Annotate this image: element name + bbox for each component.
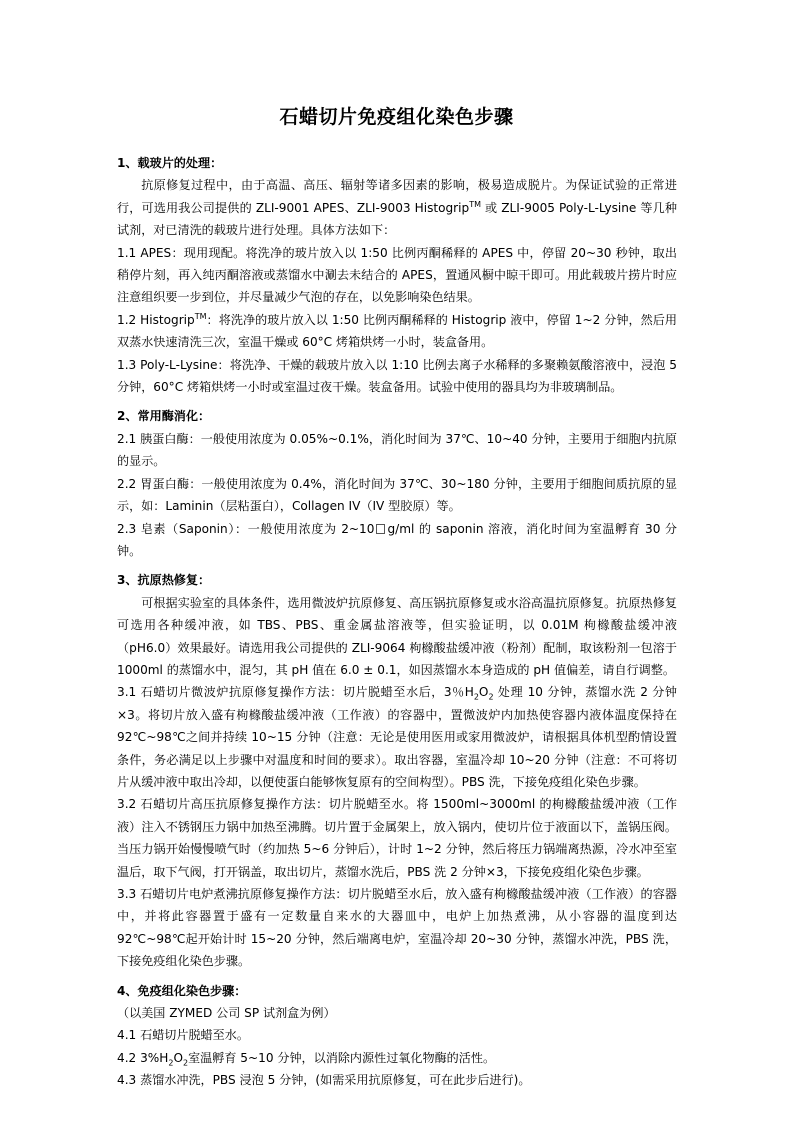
section-3-intro: 可根据实验室的具体条件，选用微波炉抗原修复、高压锅抗原修复或水浴高温抗原修复。抗原热修复可选用各种缓冲液，如 TBS、PBS、重金属盐溶液等，但实验证明，以 0.01M 枸橼酸盐缓冲液（pH6.0）效果最好。请选用我公司提供的 ZLI-9064 枸橼酸盐缓冲液（粉剂）配制，取该粉剂一包溶于 1000ml 的蒸馏水中，混匀，其 pH 值在 6.0 ± 0.1，如因蒸馏水本身造成的 pH 值偏差，请自行调整。 bbox=[117, 595, 677, 677]
paragraph-4-2 bbox=[117, 1047, 677, 1069]
section-4-note: （以美国 ZYMED 公司 SP 试剂盒为例） bbox=[117, 1006, 336, 1021]
section-1-intro bbox=[117, 174, 677, 241]
page-title: 石蜡切片免疫组化染色步骤 bbox=[279, 106, 514, 128]
text-run: 室温孵育 5~10 分钟，以消除内源性过氧化物酶的活性。 bbox=[188, 1050, 496, 1065]
text-run: O bbox=[173, 1050, 183, 1065]
section-1-heading: 1、载玻片的处理： bbox=[117, 156, 223, 170]
missing-glyph-box bbox=[376, 524, 385, 534]
paragraph-1-1: 1.1 APES：现用现配。将洗净的玻片放入以 1:50 比例丙酮稀释的 APES 中，停留 20~30 秒钟，取出稍停片刻，再入纯丙酮溶液或蒸馏水中涮去未结合的 APES，置通风橱中晾干即可。用此载玻片捞片时应注意组织要一步到位，并尽量减少气泡的存在，以免影响染色结果。 bbox=[117, 245, 677, 305]
text-run: 1.2 Histogrip bbox=[117, 312, 195, 327]
paragraph-2-1: 2.1 胰蛋白酶：一般使用浓度为 0.05%~0.1%，消化时间为 37℃、10~40 分钟，主要用于细胞内抗原的显示。 bbox=[117, 431, 677, 469]
section-2-heading: 2、常用酶消化： bbox=[117, 409, 211, 424]
section-3-heading: 3、抗原热修复： bbox=[117, 573, 211, 588]
paragraph-3-1 bbox=[117, 681, 677, 793]
paragraph-1-3: 1.3 Poly-L-Lysine：将洗净、干燥的载玻片放入以 1:10 比例去离子水稀释的多聚赖氨酸溶液中，浸泡 5 分钟，60°C 烤箱烘烤一小时或室温过夜干燥。装盒备用。试验中使用的器具均为非玻璃制品。 bbox=[117, 357, 677, 395]
text-run: 处理 10 分钟，蒸馏水洗 2 分钟×3。将切片放入盛有枸橼酸盐缓冲液（工作液）的容器中，置微波炉内加热使容器内液体温度保持在 92℃~98℃之间并持续 10~15 分钟（注意：无论是使用医用或家用微波炉，请根据具体机型酌情设置条件，务必满足以上步骤中对温度和时间的要求）。取出容器，室温冷却 10~20 分钟（注意：不可将切片从缓冲液中取出冷却，以便使蛋白能够恢复原有的空间构型）。PBS 洗，下接免疫组化染色步骤。 bbox=[117, 685, 677, 789]
text-run: 2.3 皂素（Saponin）：一般使用浓度为 2~10 bbox=[117, 521, 375, 536]
paragraph-4-3: 4.3 蒸馏水冲洗，PBS 浸泡 5 分钟，(如需采用抗原修复，可在此步后进行)。 bbox=[117, 1073, 531, 1088]
subscript: 2 bbox=[473, 692, 479, 702]
paragraph-3-2: 3.2 石蜡切片高压抗原修复操作方法：切片脱蜡至水。将 1500ml~3000ml 的枸橼酸盐缓冲液（工作液）注入不锈钢压力锅中加热至沸腾。切片置于金属架上，放入锅内，使切片位于液面以下，盖锅压阀。当压力锅开始慢慢喷气时（约加热 5~6 分钟后），计时 1~2 分钟，然后将压力锅端离热源，冷水冲至室温后，取下气阀，打开锅盖，取出切片，蒸馏水洗后，PBS 洗 2 分钟×3，下接免疫组化染色步骤。 bbox=[117, 797, 677, 879]
paragraph-2-3 bbox=[117, 518, 677, 563]
text-run: 3.1 石蜡切片微波炉抗原修复操作方法：切片脱蜡至水后，3％H bbox=[117, 685, 474, 700]
document-body bbox=[117, 152, 677, 1092]
text-run: 或 ZLI-9005 Poly-L-Lysine 等几种试剂，对已清洗的载玻片进行处理。具体方法如下： bbox=[117, 200, 677, 238]
text-run: g/ml 的 saponin 溶液，消化时间为室温孵育 30 分钟。 bbox=[117, 521, 677, 558]
paragraph-2-2: 2.2 胃蛋白酶：一般使用浓度为 0.4%，消化时间为 37℃、30~180 分钟，主要用于细胞间质抗原的显示，如：Laminin（层粘蛋白），Collagen IV（IV 型胶原）等。 bbox=[117, 476, 677, 514]
trademark-mark: TM bbox=[194, 311, 207, 321]
text-run: 4.2 3%H bbox=[117, 1050, 169, 1065]
text-run: O bbox=[478, 685, 489, 700]
paragraph-1-2 bbox=[117, 309, 677, 354]
subscript: 2 bbox=[168, 1058, 174, 1068]
text-run: ：将洗净的玻片放入以 1:50 比例丙酮稀释的 Histogrip 液中，停留 1~2 分钟，然后用双蒸水快速清洗三次，室温干燥或 60°C 烤箱烘烤一小时，装盒备用。 bbox=[117, 312, 678, 350]
paragraph-4-1: 4.1 石蜡切片脱蜡至水。 bbox=[117, 1028, 249, 1043]
section-4-heading: 4、免疫组化染色步骤： bbox=[117, 983, 247, 998]
text-run: 抗原修复过程中，由于高温、高压、辐射等诸多因素的影响，极易造成脱片。为保证试验的正常进行，可选用我公司提供的 ZLI-9001 APES、ZLI-9003 Histogrip bbox=[117, 178, 677, 215]
subscript: 2 bbox=[182, 1058, 189, 1068]
paragraph-3-3: 3.3 石蜡切片电炉煮沸抗原修复操作方法：切片脱蜡至水后，放入盛有枸橼酸盐缓冲液（工作液）的容器中，并将此容器置于盛有一定数量自来水的大器皿中，电炉上加热煮沸，从小容器的温度到达 92℃~98℃起开始计时 15~20 分钟，然后端离电炉，室温冷却 20~30 分钟，蒸馏水冲洗，PBS 洗，下接免疫组化染色步骤。 bbox=[117, 887, 677, 969]
subscript: 2 bbox=[488, 692, 494, 702]
trademark-mark: TM bbox=[469, 199, 481, 209]
